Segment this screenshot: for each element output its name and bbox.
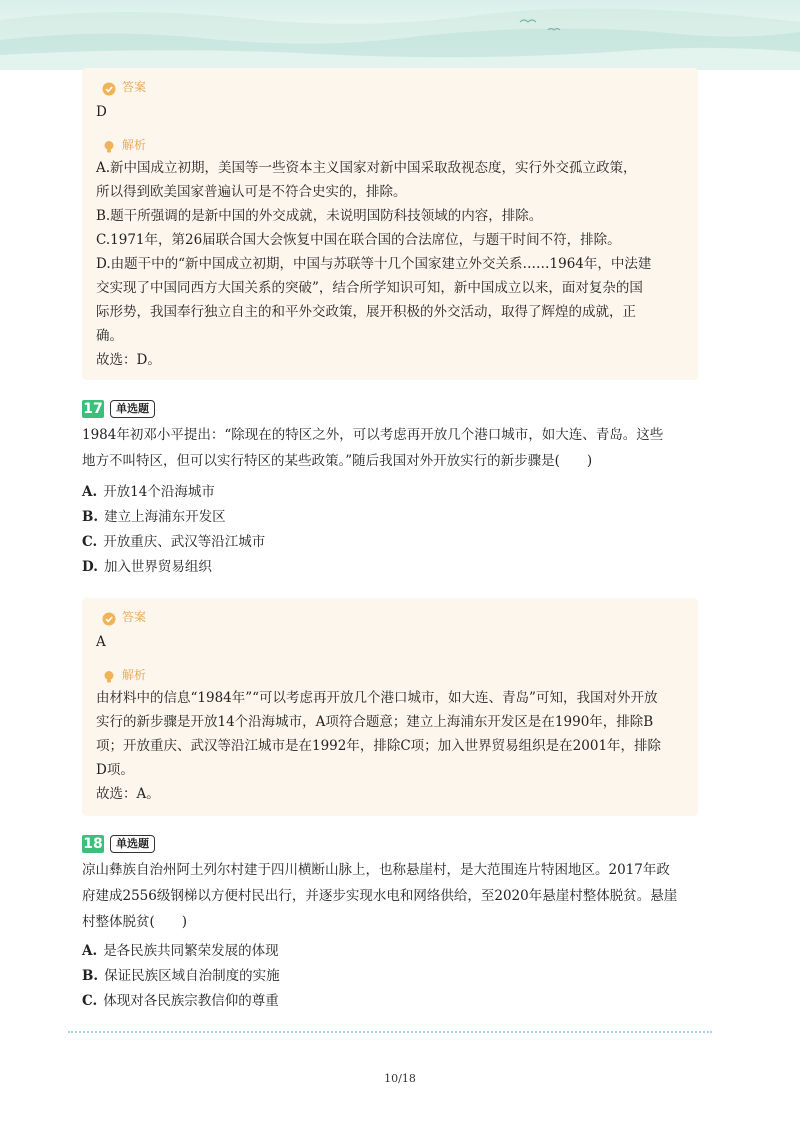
question-stem-line: 地方不叫特区，但可以实行特区的某些政策。”随后我国对外开放实行的新步骤是( ) [82,453,593,469]
question-type-badge: 单选题 [110,400,155,418]
explanation-line: D.由题干中的“新中国成立初期，中国与苏联等十几个国家建立外交关系……1964年，中法建 [96,256,652,272]
question-17 [82,398,698,580]
explanation-line: D项。 [96,762,134,778]
question-type-badge: 单选题 [110,835,155,853]
option-c[interactable]: C. 体现对各民族宗教信仰的尊重 [82,993,279,1009]
explanation-line: C.1971年，第26届联合国大会恢复中国在联合国的合法席位，与题干时间不符，排除。 [96,232,621,248]
explanation-label: 解析 [102,664,684,686]
explanation-line: 项；开放重庆、武汉等沿江城市是在1992年，排除C项；加入世界贸易组织是在2001年，排除 [96,738,662,754]
option-b[interactable]: B. 保证民族区域自治制度的实施 [82,968,280,984]
question-stem-line: 1984年初邓小平提出：“除现在的特区之外，可以考虑再开放几个港口城市，如大连、青岛。这些 [82,427,664,443]
explanation-line: 确。 [96,328,123,344]
explanation-line: B.题干所强调的是新中国的外交成就，未说明国防科技领域的内容，排除。 [96,208,543,224]
explanation-line: 故选：D。 [96,352,161,368]
explanation-line: 故选：A。 [96,786,160,802]
check-circle-icon [102,80,116,94]
option-b[interactable]: B. 建立上海浦东开发区 [82,509,226,525]
explanation-line: 际形势，我国奉行独立自主的和平外交政策，展开积极的外交活动，取得了辉煌的成就，正 [96,304,636,320]
explanation-label: 解析 [102,134,684,156]
option-d[interactable]: D. 加入世界贸易组织 [82,559,212,575]
lightbulb-icon [102,668,116,682]
question-number: 18 [83,836,103,852]
explanation-line: 交实现了中国同西方大国关系的突破”，结合所学知识可知，新中国成立以来，面对复杂的国 [96,280,643,296]
question-18 [82,833,698,1014]
question-number: 17 [83,401,103,417]
lightbulb-icon [102,138,116,152]
answer-value: D [96,104,107,120]
question-header [82,833,698,855]
footer-divider [68,1031,712,1033]
question-stem-line: 凉山彝族自治州阿土列尔村建于四川横断山脉上，也称悬崖村，是大范围连片特困地区。2017年政 [82,862,670,878]
explanation-line: 实行的新步骤是开放14个沿海城市，A项符合题意；建立上海浦东开发区是在1990年，排除B [96,714,654,730]
answer-box-prev [82,68,698,380]
check-circle-icon [102,610,116,624]
answer-label: 答案 [102,76,684,98]
answer-box-17 [82,598,698,816]
explanation-line: 所以得到欧美国家普遍认可是不符合史实的，排除。 [96,184,407,200]
answer-value: A [96,634,106,650]
landscape-decoration [0,0,800,70]
option-c[interactable]: C. 开放重庆、武汉等沿江城市 [82,534,266,550]
answer-label: 答案 [102,606,684,628]
explanation-line: A.新中国成立初期，美国等一些资本主义国家对新中国采取敌视态度，实行外交孤立政策， [96,160,637,176]
header-banner [0,0,800,70]
option-a[interactable]: A. 是各民族共同繁荣发展的体现 [82,943,279,959]
option-a[interactable]: A. 开放14个沿海城市 [82,484,215,500]
question-stem-line: 村整体脱贫( ) [82,914,188,930]
explanation-line: 由材料中的信息“1984年”“可以考虑再开放几个港口城市，如大连、青岛”可知，我国对外开放 [96,690,658,706]
question-header [82,398,698,420]
page-number: 10/18 [384,1072,416,1085]
question-stem-line: 府建成2556级钢梯以方便村民出行，并逐步实现水电和网络供给，至2020年悬崖村整体脱贫。悬崖 [82,888,678,904]
